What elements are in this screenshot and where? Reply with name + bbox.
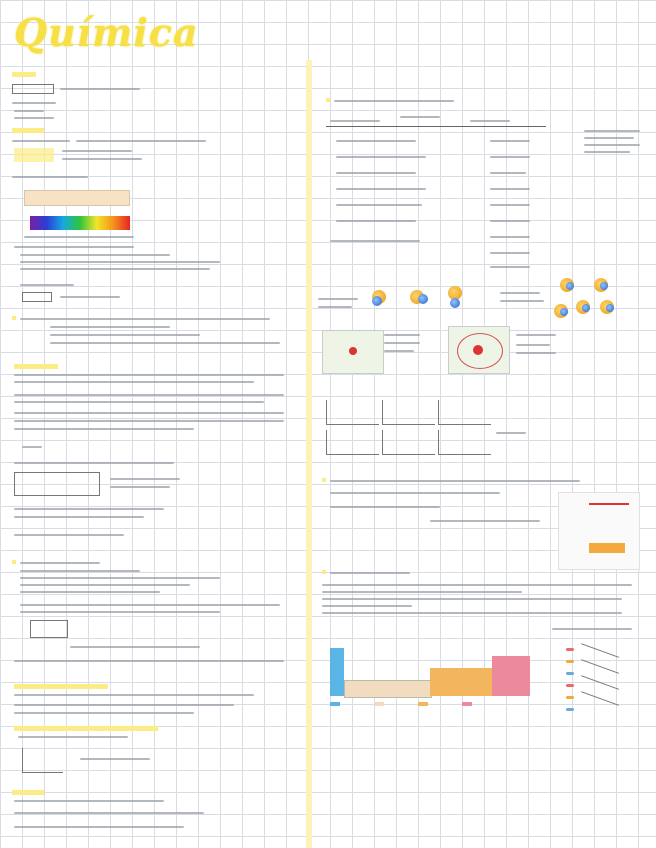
text-line <box>330 240 420 242</box>
equation-box <box>14 472 100 496</box>
table-row <box>336 220 416 222</box>
text-line <box>50 342 280 344</box>
d-orbital-icon <box>600 282 608 290</box>
table-row <box>336 172 416 174</box>
visible-spectrum <box>30 216 130 230</box>
graph-panel <box>382 430 435 455</box>
legend-swatch <box>462 702 472 706</box>
text-line <box>110 478 180 480</box>
equation-box <box>30 620 68 638</box>
text-line <box>110 486 170 488</box>
highlight-block <box>14 148 54 162</box>
section-highlight <box>12 790 44 795</box>
legend-swatch <box>418 702 428 706</box>
text-line <box>384 334 420 336</box>
text-line <box>14 394 284 396</box>
diagram-title-line <box>552 628 632 630</box>
text-line <box>20 261 220 263</box>
text-line <box>60 88 140 90</box>
text-line <box>80 758 150 760</box>
bullet <box>322 570 326 574</box>
energy-level-figure <box>558 492 640 570</box>
text-line <box>20 562 100 564</box>
spectrum-band <box>24 190 130 206</box>
d-orbital-icon <box>606 304 614 312</box>
text-line <box>60 296 120 298</box>
graph-panel <box>438 430 491 455</box>
orbital-row <box>566 660 574 663</box>
text-line <box>14 800 164 802</box>
text-line <box>330 506 440 508</box>
reaction-diagram <box>22 748 63 773</box>
text-line <box>50 334 200 336</box>
text-line <box>384 342 420 344</box>
text-line <box>12 176 88 178</box>
table-row <box>336 204 422 206</box>
text-line <box>14 428 194 430</box>
text-line <box>62 158 142 160</box>
text-line <box>322 605 412 607</box>
table-row <box>490 236 530 238</box>
section-highlight <box>12 72 36 77</box>
table-header <box>330 120 380 122</box>
text-line <box>318 306 352 308</box>
p-orbital-icon <box>450 298 460 308</box>
text-line <box>14 704 234 706</box>
text-line <box>322 584 632 586</box>
section-highlight <box>14 726 158 731</box>
text-line <box>20 284 74 286</box>
table-row <box>490 188 530 190</box>
text-line <box>14 508 164 510</box>
text-line <box>384 350 414 352</box>
axis-line <box>24 236 134 238</box>
d-orbital-icon <box>566 282 574 290</box>
text-line <box>322 598 622 600</box>
text-line <box>14 462 174 464</box>
text-line <box>20 577 220 579</box>
legend-swatch <box>330 702 340 706</box>
text-line <box>12 140 70 142</box>
side-note <box>584 137 634 139</box>
table-header-rule <box>326 126 546 127</box>
text-line <box>500 292 540 294</box>
text-line <box>62 150 132 152</box>
text-line <box>20 254 170 256</box>
page-title: Química <box>14 10 199 55</box>
formula-line <box>22 446 42 448</box>
text-line <box>14 712 194 714</box>
text-line <box>14 420 284 422</box>
text-line <box>76 140 206 142</box>
text-line <box>14 381 254 383</box>
side-note <box>584 151 630 153</box>
text-line <box>516 344 550 346</box>
text-line <box>14 401 264 403</box>
text-line <box>500 300 544 302</box>
bullet <box>12 316 16 320</box>
text-line <box>20 591 160 593</box>
text-line <box>14 110 44 112</box>
orbital-row <box>566 672 574 675</box>
text-line <box>430 520 540 522</box>
text-line <box>18 736 128 738</box>
section-heading-line <box>334 100 454 102</box>
section-heading-line <box>330 572 410 574</box>
legend-swatch <box>374 702 384 706</box>
text-line <box>20 318 270 320</box>
table-header <box>400 116 440 118</box>
p-orbital-icon <box>418 294 428 304</box>
graph-panel <box>382 400 435 425</box>
d-orbital-icon <box>560 308 568 316</box>
table-row <box>336 156 426 158</box>
text-line <box>50 326 170 328</box>
arrow-icon <box>581 659 619 674</box>
section-highlight <box>12 128 44 133</box>
text-line <box>496 432 526 434</box>
text-line <box>330 480 580 482</box>
text-line <box>14 246 134 248</box>
text-line <box>20 268 210 270</box>
text-line <box>20 604 280 606</box>
p-orbital-icon <box>372 296 382 306</box>
column-divider <box>306 60 312 848</box>
table-row <box>490 204 530 206</box>
text-line <box>516 352 556 354</box>
text-line <box>14 516 144 518</box>
text-line <box>14 412 284 414</box>
text-line <box>20 570 140 572</box>
table-row <box>490 220 530 222</box>
magnetic-field-diagram <box>448 326 510 374</box>
formula-line <box>14 534 124 536</box>
d-orbital-icon <box>582 304 590 312</box>
text-line <box>14 812 204 814</box>
text-line <box>20 611 220 613</box>
d-block <box>430 668 492 696</box>
side-note <box>584 130 640 132</box>
text-line <box>14 694 254 696</box>
formula-line <box>70 646 200 648</box>
electric-field-diagram <box>322 330 384 374</box>
formula-box <box>12 84 54 94</box>
table-row <box>336 140 416 142</box>
orbital-row <box>566 708 574 711</box>
text-line <box>14 826 184 828</box>
text-line <box>322 612 622 614</box>
text-line <box>14 117 54 119</box>
s-block <box>330 648 344 696</box>
orbital-row <box>566 684 574 687</box>
text-line <box>14 374 284 376</box>
orbital-row <box>566 696 574 699</box>
orbital-row <box>566 648 574 651</box>
bullet <box>12 560 16 564</box>
text-line <box>318 298 358 300</box>
text-line <box>322 591 522 593</box>
section-highlight <box>14 684 108 689</box>
text-line <box>12 102 56 104</box>
formula-box <box>22 292 52 302</box>
side-note <box>584 144 640 146</box>
periodic-table-figure <box>330 648 530 696</box>
text-line <box>516 334 556 336</box>
graph-panel <box>326 400 379 425</box>
table-row <box>336 188 426 190</box>
graph-panel <box>438 400 491 425</box>
bullet <box>322 478 326 482</box>
table-row <box>490 172 526 174</box>
graph-panel <box>326 430 379 455</box>
table-row <box>490 140 530 142</box>
f-block <box>344 680 432 698</box>
table-header <box>470 120 510 122</box>
arrow-icon <box>581 675 619 690</box>
text-line <box>14 660 284 662</box>
text-line <box>330 492 500 494</box>
table-row <box>490 266 530 268</box>
arrow-icon <box>581 643 619 658</box>
table-row <box>490 252 530 254</box>
table-row <box>490 156 530 158</box>
text-line <box>20 584 190 586</box>
bullet <box>326 98 330 102</box>
section-highlight <box>14 364 58 369</box>
p-block <box>492 656 530 696</box>
arrow-icon <box>581 691 619 706</box>
